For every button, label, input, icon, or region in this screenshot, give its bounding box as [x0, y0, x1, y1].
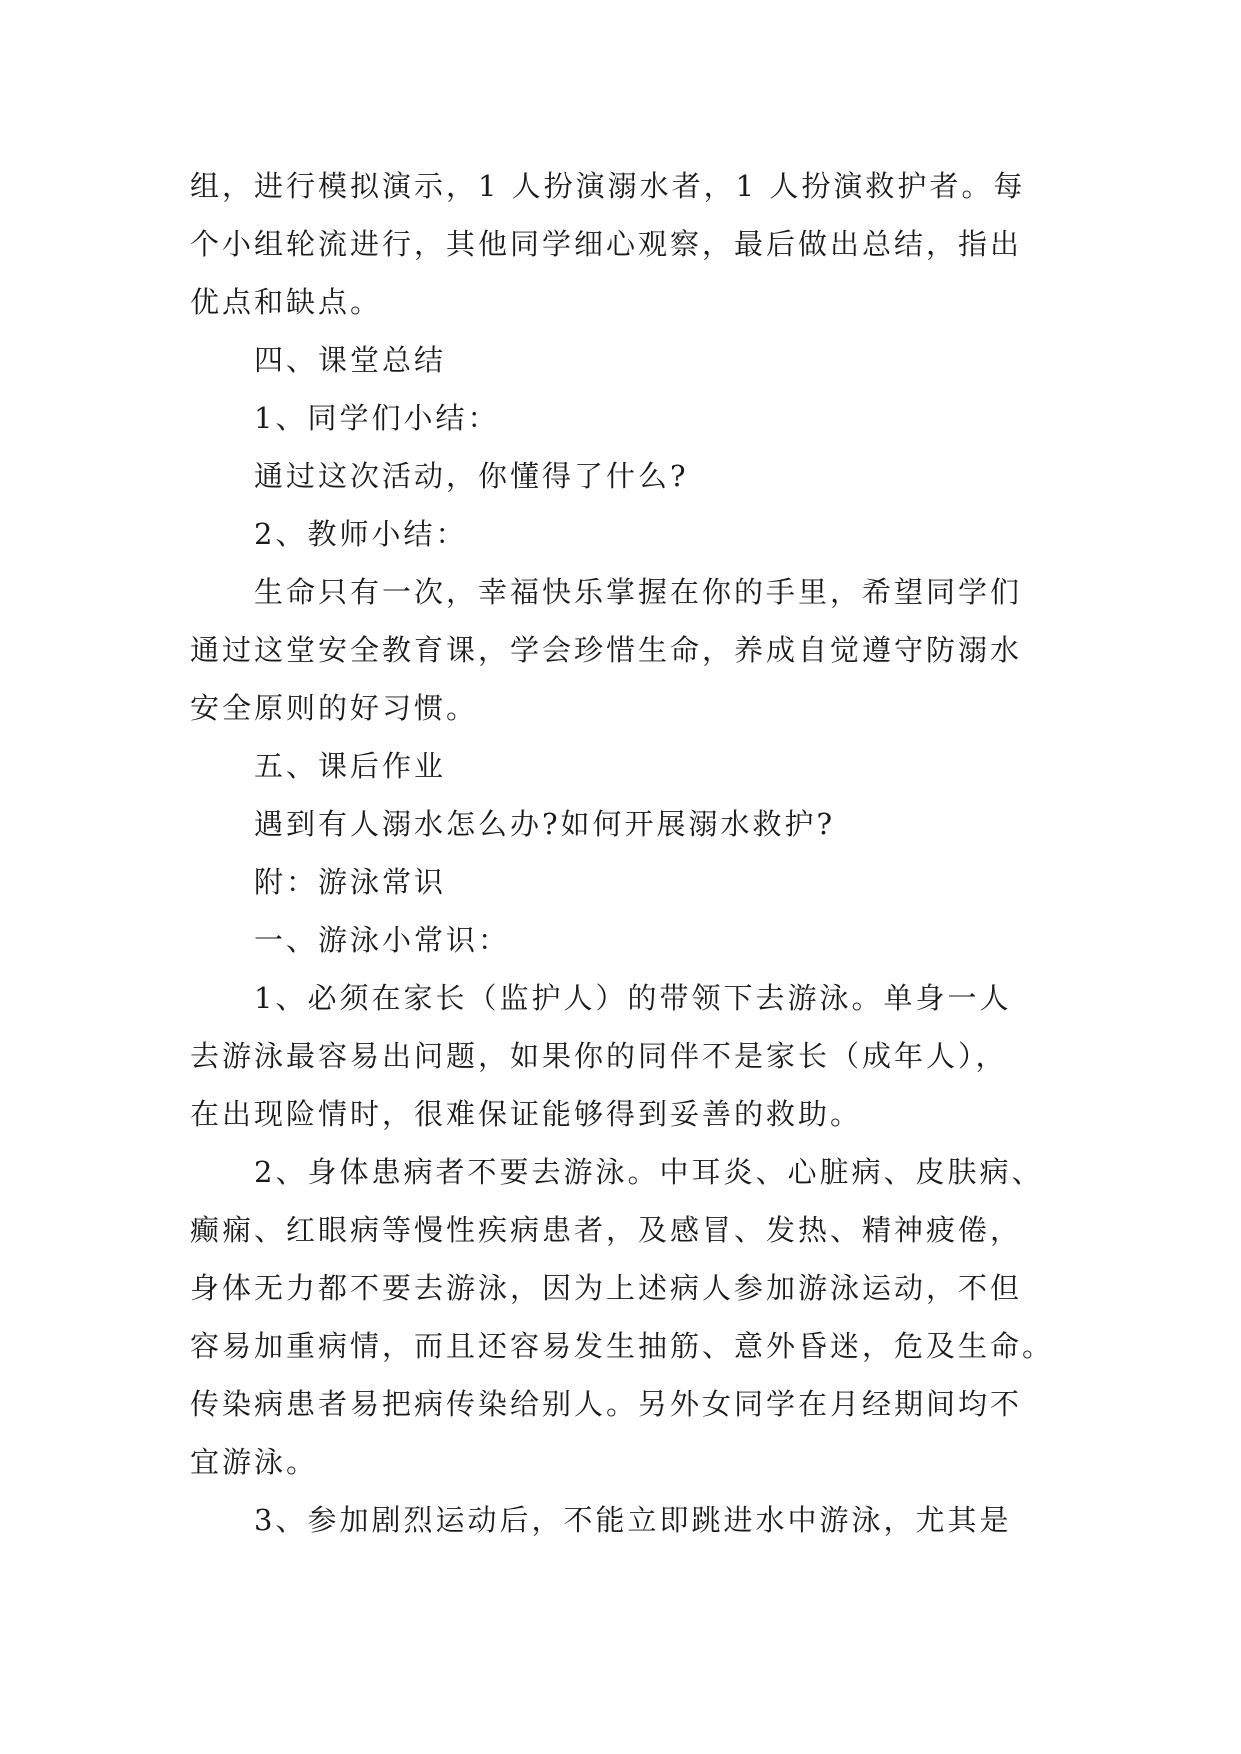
text-line: 优点和缺点。: [190, 285, 383, 319]
text-line: 1、同学们小结：: [254, 401, 500, 435]
text-line: 去游泳最容易出问题，如果你的同伴不是家长（成年人），: [190, 1039, 1008, 1073]
section-heading: 四、课堂总结: [254, 343, 447, 377]
text-line: 通过这堂安全教育课，学会珍惜生命，养成自觉遵守防溺水: [190, 633, 1023, 667]
text-line: 身体无力都不要去游泳，因为上述病人参加游泳运动，不但: [190, 1271, 1023, 1305]
text-line: 3、参加剧烈运动后，不能立即跳进水中游泳，尤其是: [254, 1503, 1012, 1537]
text-line: 安全原则的好习惯。: [190, 691, 479, 725]
section-heading: 五、课后作业: [254, 749, 447, 783]
text-line: 癫痫、红眼病等慢性疾病患者，及感冒、发热、精神疲倦，: [190, 1213, 1023, 1247]
text-line: 在出现险情时，很难保证能够得到妥善的救助。: [190, 1097, 863, 1131]
document-body: [190, 157, 1055, 1549]
text-line: 遇到有人溺水怎么办?如何开展溺水救护?: [254, 807, 836, 841]
text-line: 个小组轮流进行，其他同学细心观察，最后做出总结，指出: [190, 227, 1023, 261]
text-line: 生命只有一次，幸福快乐掌握在你的手里，希望同学们: [254, 575, 1023, 609]
text-line: 宜游泳。: [190, 1445, 319, 1479]
text-line: 组，进行模拟演示，1 人扮演溺水者，1 人扮演救护者。每: [190, 169, 1026, 203]
section-heading: 一、游泳小常识：: [254, 923, 511, 957]
text-line: 1、必须在家长（监护人）的带领下去游泳。单身一人: [254, 981, 1012, 1015]
text-line: 容易加重病情，而且还容易发生抽筋、意外昏迷，危及生命。: [190, 1329, 1055, 1363]
text-line: 传染病患者易把病传染给别人。另外女同学在月经期间均不: [190, 1387, 1023, 1421]
text-line: 2、教师小结：: [254, 517, 468, 551]
section-heading: 附：游泳常识: [254, 865, 447, 899]
text-line: 2、身体患病者不要去游泳。中耳炎、心脏病、皮肤病、: [254, 1155, 1044, 1189]
text-line: 通过这次活动，你懂得了什么?: [254, 459, 689, 493]
